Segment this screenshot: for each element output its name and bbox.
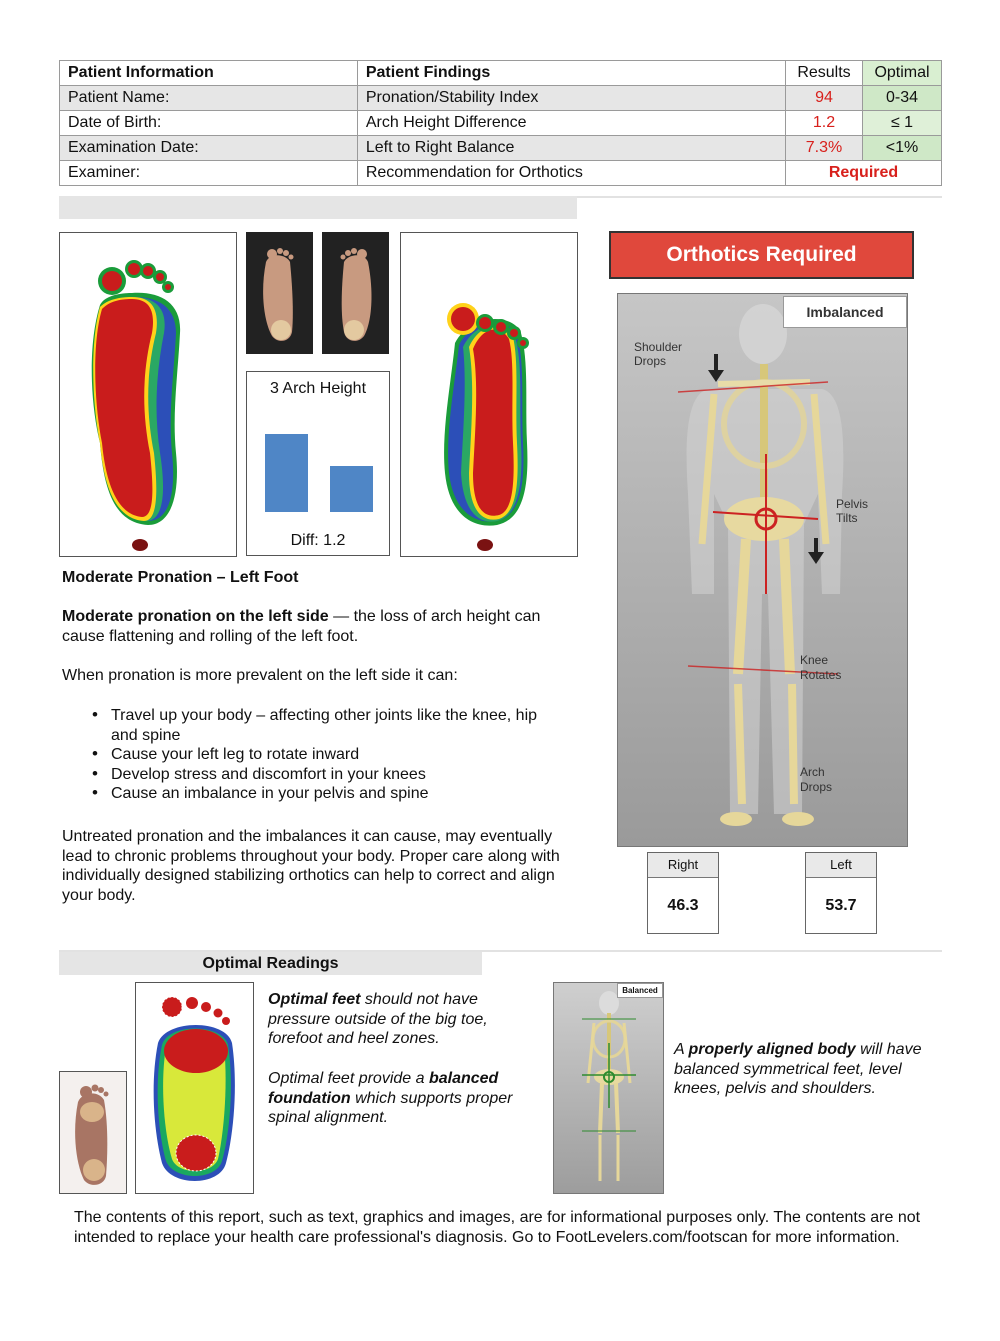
pelvis-tilts-label-2: Tilts bbox=[836, 511, 858, 525]
arch-bar-right bbox=[330, 466, 373, 512]
knee-rotates-label-1: Knee bbox=[800, 653, 829, 667]
finding-label: Pronation/Stability Index bbox=[357, 86, 785, 111]
pronation-heading: Moderate Pronation – Left Foot bbox=[62, 569, 299, 586]
orthotics-recommendation: Required bbox=[786, 161, 942, 186]
patient-findings-header: Patient Findings bbox=[357, 61, 785, 86]
arch-height-chart bbox=[246, 371, 390, 556]
pronation-bullet-list bbox=[62, 706, 567, 804]
left-balance-value: 53.7 bbox=[825, 897, 857, 914]
pelvis-tilts-label-1: Pelvis bbox=[836, 497, 869, 511]
optimal-readings-title: Optimal Readings bbox=[59, 952, 482, 975]
optimal-heatmap-image bbox=[136, 983, 253, 1193]
balanced-foundation-bold: balanced foundation bbox=[268, 1070, 499, 1107]
properly-aligned-bold: properly aligned body bbox=[688, 1041, 856, 1058]
pronation-paragraph-3: Untreated pronation and the imbalances it can cause, may eventually lead to chronic problems throughout your body. Proper care along with individually designed stabilizing orthotics can help to correct and align your body. bbox=[62, 828, 560, 904]
finding-label: Left to Right Balance bbox=[357, 136, 785, 161]
orthotics-required-banner: Orthotics Required bbox=[609, 231, 914, 279]
left-balance-label: Left bbox=[806, 853, 876, 878]
table-row bbox=[60, 86, 942, 111]
optimal-value: <1% bbox=[863, 136, 942, 161]
findings-table bbox=[59, 60, 942, 186]
finding-label: Recommendation for Orthotics bbox=[357, 161, 785, 186]
patient-info-header: Patient Information bbox=[60, 61, 358, 86]
right-foot-pressure-map bbox=[400, 232, 578, 557]
arch-drops-label-1: Arch bbox=[800, 765, 825, 779]
pronation-bold-text: Moderate pronation on the left side bbox=[62, 608, 329, 625]
right-foot-photo bbox=[322, 232, 389, 354]
arch-drops-label-2: Drops bbox=[800, 780, 833, 794]
shoulder-drops-label-2: Drops bbox=[634, 354, 667, 368]
optimal-foot-photo bbox=[59, 1071, 127, 1194]
optimal-foundation-text-a: Optimal feet provide a bbox=[268, 1070, 429, 1087]
info-label: Date of Birth: bbox=[60, 111, 358, 136]
balanced-tag: Balanced bbox=[617, 983, 663, 998]
footer-disclaimer: The contents of this report, such as text, graphics and images, are for informational purposes only. The contents are not intended to replace your health care professional's diagnosis. Go to FootLevelers.com/footscan for more information. bbox=[74, 1209, 921, 1246]
shoulder-drops-label-1: Shoulder bbox=[634, 340, 683, 354]
aligned-text-a: A bbox=[674, 1041, 689, 1058]
right-foot-heatmap-image bbox=[401, 233, 577, 556]
pronation-paragraph-1 bbox=[62, 607, 567, 646]
optimal-feet-bold: Optimal feet bbox=[268, 991, 361, 1008]
optimal-value: 0-34 bbox=[863, 86, 942, 111]
optimal-value: ≤ 1 bbox=[863, 111, 942, 136]
table-row bbox=[60, 161, 942, 186]
result-value: 94 bbox=[786, 86, 863, 111]
imbalanced-tag: Imbalanced bbox=[783, 296, 907, 328]
results-header: Results bbox=[786, 61, 863, 86]
info-label: Examination Date: bbox=[60, 136, 358, 161]
optimal-pressure-map bbox=[135, 982, 254, 1194]
aligned-text-b: will have balanced symmetrical feet, level knees, pelvis and shoulders. bbox=[674, 1041, 922, 1097]
left-foot-pressure-map bbox=[59, 232, 237, 557]
right-foot-photo-image bbox=[322, 232, 389, 354]
arch-bar-left bbox=[265, 434, 308, 512]
result-value: 1.2 bbox=[786, 111, 863, 136]
table-row bbox=[60, 111, 942, 136]
skeleton-illustration bbox=[618, 294, 907, 846]
list-item: • Develop stress and discomfort in your knees bbox=[82, 765, 567, 785]
optimal-text-2 bbox=[268, 1069, 528, 1128]
optimal-foot-photo-image bbox=[60, 1072, 126, 1193]
knee-rotates-label-2: Rotates bbox=[800, 668, 842, 682]
table-header-row bbox=[60, 61, 942, 86]
result-value: 7.3% bbox=[786, 136, 863, 161]
balanced-skeleton-illustration bbox=[554, 983, 663, 1193]
info-label: Patient Name: bbox=[60, 86, 358, 111]
pronation-paragraph-2: When pronation is more prevalent on the left side it can: bbox=[62, 667, 458, 684]
finding-label: Arch Height Difference bbox=[357, 111, 785, 136]
skeleton-imbalance-image bbox=[617, 293, 908, 847]
list-item: • Travel up your body – affecting other joints like the knee, hip and spine bbox=[82, 706, 567, 745]
arch-chart-title: 3 Arch Height bbox=[269, 380, 367, 397]
pronation-text: — the loss of arch height can cause flattening and rolling of the left foot. bbox=[62, 608, 541, 645]
optimal-text-1 bbox=[268, 990, 528, 1049]
optimal-text-3 bbox=[674, 1040, 934, 1099]
info-label: Examiner: bbox=[60, 161, 358, 186]
arch-diff-label: Diff: 1.2 bbox=[290, 532, 346, 549]
list-item: • Cause your left leg to rotate inward bbox=[82, 745, 567, 765]
optimal-foundation-text-b: which supports proper spinal alignment. bbox=[268, 1089, 513, 1126]
left-balance-box bbox=[805, 852, 877, 934]
left-foot-photo bbox=[246, 232, 313, 354]
list-item: • Cause an imbalance in your pelvis and spine bbox=[82, 784, 567, 804]
left-foot-heatmap-image bbox=[60, 233, 236, 556]
optimal-feet-text: should not have pressure outside of the big toe, forefoot and heel zones. bbox=[268, 991, 488, 1047]
table-row bbox=[60, 136, 942, 161]
right-balance-box bbox=[647, 852, 719, 934]
balanced-skeleton-image bbox=[553, 982, 664, 1194]
optimal-header: Optimal bbox=[863, 61, 942, 86]
left-foot-photo-image bbox=[246, 232, 313, 354]
right-balance-label: Right bbox=[648, 853, 718, 878]
right-balance-value: 46.3 bbox=[667, 897, 699, 914]
section-bar bbox=[59, 196, 577, 219]
